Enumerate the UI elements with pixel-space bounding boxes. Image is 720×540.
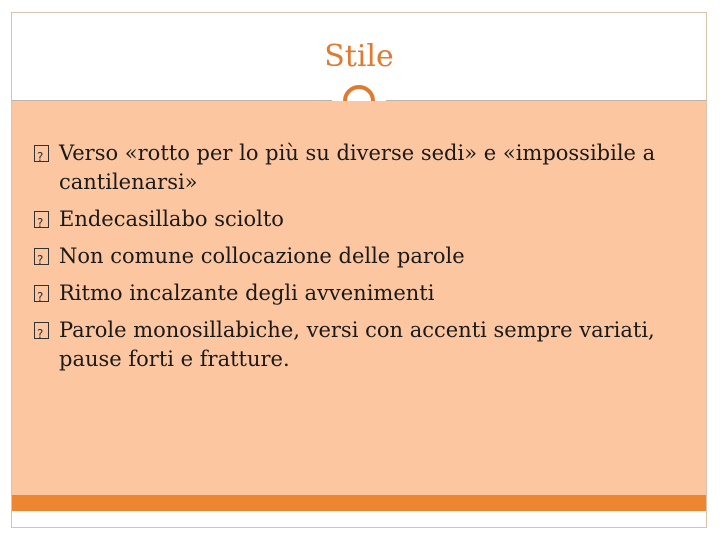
slide-content — [12, 101, 706, 511]
slide-frame — [11, 12, 707, 528]
bullet-item — [34, 316, 684, 374]
missing-glyph-box-icon — [34, 211, 49, 228]
bullet-item — [34, 279, 684, 308]
missing-glyph-box-icon — [34, 322, 49, 339]
missing-glyph-box-icon — [34, 285, 49, 302]
bullet-text: Verso «rotto per lo più su diverse sedi» e «impossibile a cantilenarsi» — [59, 141, 656, 194]
missing-glyph-box-icon — [34, 145, 49, 162]
bullet-item — [34, 205, 684, 234]
missing-glyph-box-icon — [34, 248, 49, 265]
bullet-item — [34, 242, 684, 271]
bullet-list — [34, 139, 684, 382]
slide-title: Stile — [324, 39, 394, 74]
bullet-text: Non comune collocazione delle parole — [59, 244, 465, 268]
bullet-item — [34, 139, 684, 197]
bullet-text: Parole monosillabiche, versi con accenti sempre variati, pause forti e fratture. — [59, 318, 655, 371]
bullet-text: Endecasillabo sciolto — [59, 207, 284, 231]
bullet-text: Ritmo incalzante degli avvenimenti — [59, 281, 435, 305]
footer-accent-bar — [12, 495, 706, 511]
